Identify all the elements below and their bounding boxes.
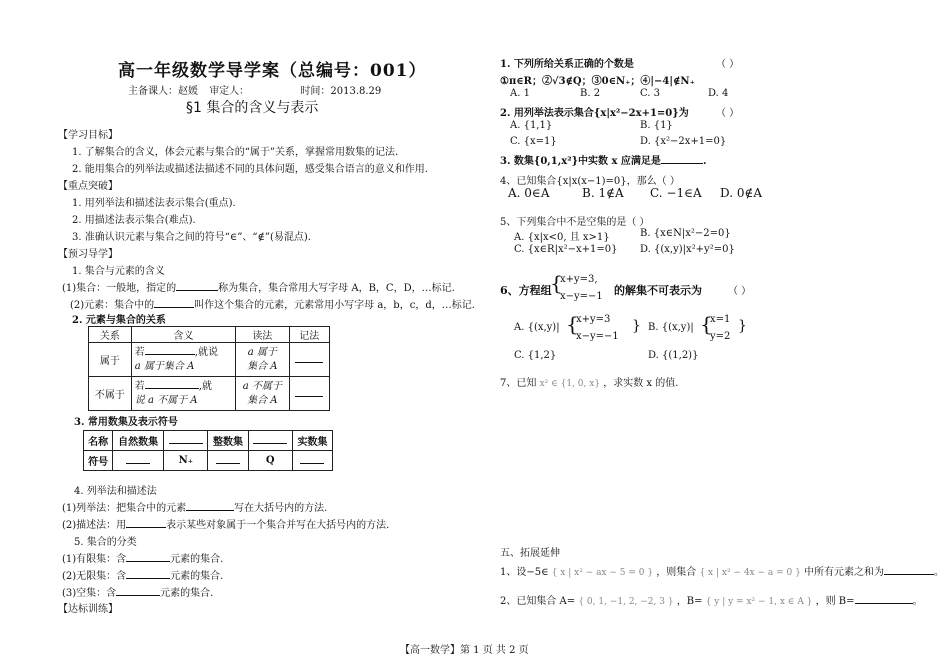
blank[interactable] (126, 518, 166, 528)
preview-s5: 5. 集合的分类 (74, 537, 137, 548)
blank[interactable] (169, 434, 203, 444)
q6-opt-b-close: } (738, 318, 747, 334)
q3-text: 3. 数集{0,1,x²}中实数 x 应满足是 . (500, 156, 707, 167)
q6-opt-a-eq-1: x+y=3 (576, 314, 611, 325)
table-cell (164, 431, 208, 451)
table-cell: 自然数集 (113, 431, 164, 451)
date: 时间：2013.8.29 (300, 86, 382, 97)
table-cell: 符号 (84, 451, 113, 471)
preview-heading: 【预习导学】 (58, 249, 118, 260)
q4-opt-c: C. −1∈A (650, 186, 702, 200)
table-cell (248, 431, 292, 451)
q5-opt-c: C. {x∈R|x²−x+1=0} (514, 244, 618, 255)
q2-paren: （ ） (716, 108, 740, 119)
blank[interactable] (145, 379, 199, 389)
author: 主备课人：赵媛 (128, 86, 198, 97)
reviewer: 审定人： (209, 86, 250, 97)
q5-text: 5、下列集合中不是空集的是（ ） (500, 217, 650, 228)
q2-opt-b: B. {1} (640, 120, 673, 131)
extension-2: 2、已知集合 A= { 0, 1, −1, 2, −2, 3 } ，B= { y | y = x² − 1, x ∈ A } ，则 B= 。 (500, 596, 923, 607)
q1-text: 1. 下列所给关系正确的个数是 (500, 59, 634, 70)
q6-eq-2: x−y=−1 (560, 291, 603, 302)
q6-opt-a-eq-2: x−y=−1 (576, 331, 619, 342)
q6-opt-a-brace: { (566, 312, 579, 336)
q1-paren: （ ） (716, 59, 740, 70)
preview-s4a: (1)列举法：把集合中的元素 写在大括号内的方法. (62, 503, 328, 514)
training-heading: 【达标训练】 (58, 604, 118, 615)
blank[interactable] (253, 434, 287, 444)
extension-1: 1、设−5∈ { x | x² − ax − 5 = 0 } ，则集合 { x | x² − 4x − a = 0 } 中所有元素之和为 。 (500, 567, 945, 578)
q6-opt-b-eq-2: y=2 (710, 331, 731, 342)
q6-opt-a-close: } (632, 318, 641, 334)
q6-text: 6、方程组 (500, 284, 552, 297)
blank[interactable] (126, 454, 150, 464)
table-cell (292, 451, 332, 471)
table-cell: N₊ (164, 451, 208, 471)
q4-opt-d: D. 0∉A (720, 186, 763, 200)
blank[interactable] (295, 387, 323, 397)
q1-opt-a: A. 1 (510, 88, 530, 99)
extension-heading: 五、拓展延伸 (500, 548, 560, 559)
blank[interactable] (126, 569, 170, 579)
q1-items: ①π∈R；②√3∉Q；③0∈N₊；④|−4|∉N₊ (500, 76, 695, 87)
q1-opt-d: D. 4 (708, 88, 729, 99)
blank[interactable] (855, 594, 913, 604)
focus-3: 3. 准确认识元素与集合之间的符号“∈”、“∉”(易混点). (72, 232, 311, 243)
preview-s1b: (2)元素：集合中的 叫作这个集合的元素，元素常用小写字母 a，b，c，d，…标记. (70, 300, 475, 311)
preview-s4: 4. 列举法和描述法 (74, 486, 157, 497)
q7-math: x² ∈ {1, 0, x} (539, 379, 601, 389)
blank[interactable] (661, 154, 703, 164)
table-cell: 不属于 (89, 377, 132, 411)
table-cell: a 不属于 集合 A (236, 377, 289, 411)
focus-2: 2. 用描述法表示集合(难点). (72, 215, 196, 226)
numset-table (83, 430, 333, 471)
blank[interactable] (300, 454, 324, 464)
blank[interactable] (216, 454, 240, 464)
table-cell (113, 451, 164, 471)
e1-set-1: { x | x² − ax − 5 = 0 } (551, 568, 654, 578)
q7-text: 7、已知 x² ∈ {1, 0, x} ，求实数 x 的值. (500, 378, 679, 389)
q1-opt-c: C. 3 (640, 88, 661, 99)
q6-tail: 的解集不可表示为 (614, 284, 702, 297)
blank[interactable] (176, 281, 218, 291)
q5-opt-d: D. {(x,y)|x²+y²=0} (640, 244, 735, 255)
table-header: 记法 (289, 327, 330, 343)
q5-opt-b: B. {x∈N|x²−2=0} (640, 228, 731, 239)
q4-text: 4、已知集合{x|x(x−1)=0}，那么（ ） (500, 176, 680, 187)
preview-s5b: (2)无限集：含 元素的集合. (62, 571, 224, 582)
table-cell: Q (248, 451, 292, 471)
preview-s1a: (1)集合：一般地，指定的 称为集合，集合常用大写字母 A，B，C，D，…标记. (62, 283, 455, 294)
blank[interactable] (145, 345, 195, 355)
goal-1: 1. 了解集合的含义，体会元素与集合的“属于”关系，掌握常用数集的记法. (72, 147, 399, 158)
q6-opt-a: A. {(x,y)| (514, 322, 560, 333)
q6-opt-b-eq-1: x=1 (710, 314, 731, 325)
author-line (128, 82, 389, 97)
preview-s5c: (3)空集：含 元素的集合. (62, 588, 214, 599)
q6-brace: { (550, 271, 563, 295)
q6-eq-1: x+y=3, (560, 274, 598, 285)
blank[interactable] (126, 552, 170, 562)
q2-text: 2. 用列举法表示集合{x|x²−2x+1=0}为 (500, 108, 689, 119)
focus-heading: 【重点突破】 (58, 181, 118, 192)
table-cell (289, 343, 330, 377)
page-footer: 【高一数学】第 1 页 共 2 页 (400, 645, 529, 656)
table-cell: 若 ,就说 a 属于集合 A (131, 343, 235, 377)
q2-opt-c: C. {x=1} (510, 136, 557, 147)
q6-opt-c: C. {1,2} (514, 350, 557, 361)
q2-opt-a: A. {1,1} (510, 120, 553, 131)
q5-opt-a: A. {x|x<0, 且 x>1} (514, 232, 610, 243)
q6-opt-b-brace: { (700, 312, 713, 336)
table-header: 含义 (131, 327, 235, 343)
focus-1: 1. 用列举法和描述法表示集合(重点). (72, 198, 236, 209)
table-header: 关系 (89, 327, 132, 343)
section-title: §1 集合的含义与表示 (186, 100, 319, 116)
q6-opt-d: D. {(1,2)} (648, 350, 699, 361)
blank[interactable] (884, 565, 934, 575)
q1-opt-b: B. 2 (580, 88, 601, 99)
table-cell (289, 377, 330, 411)
goals-heading: 【学习目标】 (58, 130, 118, 141)
blank[interactable] (116, 586, 160, 596)
q2-opt-d: D. {x²−2x+1=0} (640, 136, 727, 147)
blank[interactable] (186, 501, 234, 511)
goal-2: 2. 能用集合的列举法或描述法描述不同的具体问题，感受集合语言的意义和作用. (72, 164, 428, 175)
table-cell: 名称 (84, 431, 113, 451)
q4-opt-a: A. 0∈A (508, 186, 550, 200)
q6-paren: （ ） (728, 286, 752, 297)
relation-table (88, 326, 330, 411)
table-cell: 整数集 (208, 431, 248, 451)
preview-s1: 1. 集合与元素的含义 (72, 266, 165, 277)
page-title: 高一年级数学导学案（总编号：001） (118, 61, 427, 81)
q4-opt-b: B. 1∉A (582, 186, 624, 200)
preview-s5a: (1)有限集：含 元素的集合. (62, 554, 224, 565)
table-cell: 若 ,就 说 a 不属于 A (131, 377, 235, 411)
table-cell (208, 451, 248, 471)
preview-s3: 3. 常用数集及表示符号 (74, 417, 178, 428)
q6-opt-b: B. {(x,y)| (648, 322, 694, 333)
blank[interactable] (154, 298, 194, 308)
e2-set-b: { y | y = x² − 1, x ∈ A } (705, 597, 813, 607)
table-cell: 实数集 (292, 431, 332, 451)
preview-s2: 2. 元素与集合的关系 (72, 315, 166, 326)
e1-set-2: { x | x² − 4x − a = 0 } (699, 568, 801, 578)
blank[interactable] (295, 353, 323, 363)
e2-set-a: { 0, 1, −1, 2, −2, 3 } (578, 597, 674, 607)
table-header: 读法 (236, 327, 289, 343)
table-cell: 属于 (89, 343, 132, 377)
table-cell: a 属于 集合 A (236, 343, 289, 377)
preview-s4b: (2)描述法：用 表示某些对象属于一个集合并写在大括号内的方法. (62, 520, 390, 531)
